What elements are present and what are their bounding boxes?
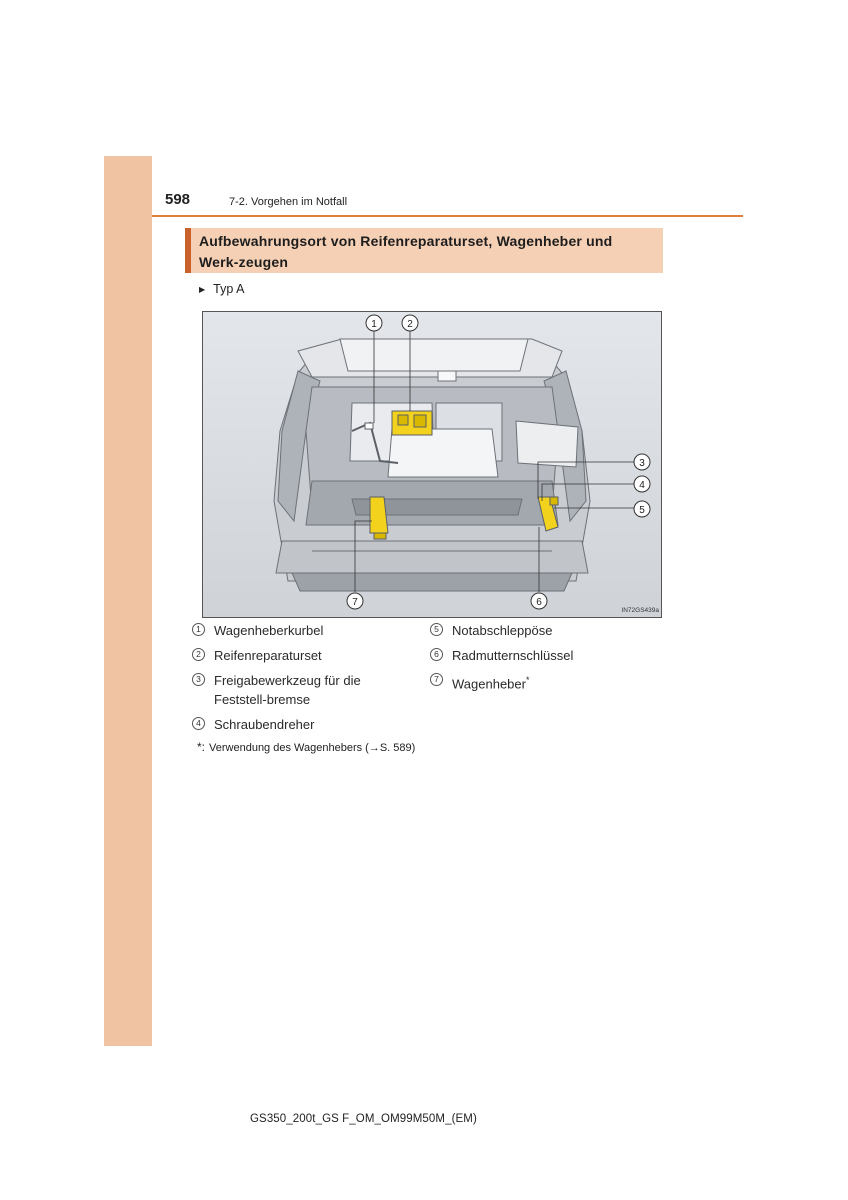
repair-kit-highlight [392,411,432,435]
legend-number-5: 5 [430,623,443,636]
image-code: IN72GS439a [621,607,659,614]
legend-text-1: Wagenheberkurbel [214,623,324,638]
legend-text-3: Freigabewerkzeug für die Feststell-bremse [214,673,361,707]
callout-6 [531,593,547,609]
callout-5 [634,501,650,517]
section-heading: Aufbewahrungsort von Reifenreparaturset, Wagenheber und Werk-zeugen [185,228,663,273]
trunk-illustration [202,311,662,618]
legend-text-7-footnote-mark: * [525,675,530,685]
legend-text-7-label: Wagenheber [452,676,526,692]
legend-text-2: Reifenreparaturset [214,648,322,663]
legend-number-1: 1 [192,623,205,636]
callout-2-number: 2 [407,319,413,330]
legend-text-4: Schraubendreher [214,717,315,732]
legend-number-7: 7 [430,673,443,686]
legend-number-4: 4 [192,717,205,730]
triangle-marker-icon: ▶ [199,285,206,294]
callout-7-number: 7 [352,597,358,608]
legend-item-1 [192,621,412,640]
callout-6-number: 6 [536,597,542,608]
breadcrumb: 7-2. Vorgehen im Notfall [229,196,348,208]
legend-item-6 [430,646,650,665]
callout-4 [634,476,650,492]
callout-7 [347,593,363,609]
chapter-side-tab [104,156,152,1046]
document-code: GS350_200t_GS F_OM_OM99M50M_(EM) [250,1113,477,1125]
legend-number-2: 2 [192,648,205,661]
header-rule [152,215,743,217]
legend-text-6: Radmutternschlüssel [452,648,574,663]
variant-label [199,282,244,296]
legend-item-4 [192,715,412,734]
footnote-text: Verwendung des Wagenhebers (→S. 589) [209,742,416,754]
callout-1-number: 1 [371,319,377,330]
legend-item-3 [192,671,414,709]
legend-text-7 [430,671,650,693]
footnote [197,740,415,754]
legend-text-5: Notabschleppöse [452,623,553,638]
callout-1 [366,315,382,331]
callout-4-number: 4 [639,480,645,491]
legend-item-5 [430,621,650,640]
legend-item-7 [430,671,650,693]
variant-text: Typ A [213,282,245,296]
callout-2 [402,315,418,331]
callout-3-number: 3 [639,458,645,469]
legend-item-2 [192,646,412,665]
callout-5-number: 5 [639,505,645,516]
legend-number-6: 6 [430,648,443,661]
legend-number-3: 3 [192,673,205,686]
footnote-mark: *: [197,740,206,754]
page-number: 598 [165,191,191,208]
callout-3 [634,454,650,470]
